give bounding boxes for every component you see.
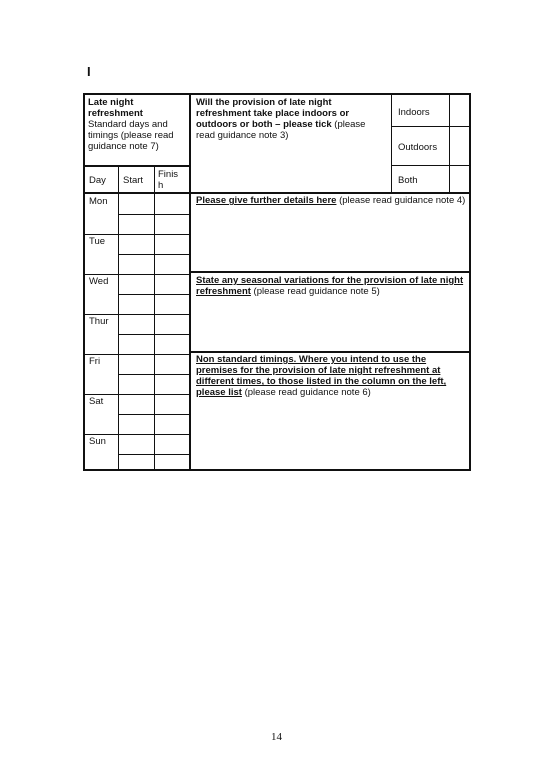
day-label-sat: Sat bbox=[89, 396, 104, 407]
seasonal-note: (please read guidance note 5) bbox=[250, 286, 380, 297]
left-header-divider bbox=[85, 165, 190, 167]
details-note: (please read guidance note 4) bbox=[336, 195, 466, 206]
day-label-thur: Thur bbox=[89, 316, 109, 327]
mon-finish-field[interactable] bbox=[155, 195, 189, 214]
tue-start-field[interactable] bbox=[119, 255, 154, 274]
sun-finish-field[interactable] bbox=[155, 435, 189, 454]
location-label-divider bbox=[391, 95, 392, 192]
late-night-refreshment-form bbox=[83, 93, 471, 471]
wed-start-field[interactable] bbox=[119, 275, 154, 294]
sun-start-field[interactable] bbox=[119, 455, 154, 474]
seasonal-title: State any seasonal variations for the provision of late night refreshment bbox=[196, 275, 464, 297]
sat-start-field[interactable] bbox=[119, 395, 154, 414]
day-label-tue: Tue bbox=[89, 236, 106, 247]
left-header bbox=[88, 97, 188, 152]
location-question-note: (please read guidance note 3) bbox=[196, 119, 366, 141]
outdoors-tick-box[interactable] bbox=[450, 127, 471, 165]
non-standard-section[interactable] bbox=[196, 354, 464, 398]
col-finish: Finis h bbox=[158, 169, 179, 191]
sun-finish-field[interactable] bbox=[155, 455, 189, 474]
sat-finish-field[interactable] bbox=[155, 395, 189, 414]
sat-start-field[interactable] bbox=[119, 415, 154, 434]
thur-finish-field[interactable] bbox=[155, 315, 189, 334]
tue-start-field[interactable] bbox=[119, 235, 154, 254]
thur-start-field[interactable] bbox=[119, 315, 154, 334]
fri-finish-field[interactable] bbox=[155, 355, 189, 374]
seasonal-section[interactable] bbox=[196, 275, 468, 297]
sun-start-field[interactable] bbox=[119, 435, 154, 454]
indoors-tick-box[interactable] bbox=[450, 95, 471, 126]
details-divider bbox=[189, 271, 471, 273]
non-standard-title: Non standard timings. Where you intend to use the premises for the provision of late night refreshment at different times, to those listed in the column on the left, please list bbox=[196, 354, 447, 398]
tue-finish-field[interactable] bbox=[155, 235, 189, 254]
fri-finish-field[interactable] bbox=[155, 375, 189, 394]
left-header-subtitle: Standard days and timings (please read guidance note 7) bbox=[88, 119, 174, 152]
mon-finish-field[interactable] bbox=[155, 215, 189, 234]
wed-finish-field[interactable] bbox=[155, 295, 189, 314]
sat-finish-field[interactable] bbox=[155, 415, 189, 434]
details-title: Please give further details here bbox=[196, 195, 337, 206]
wed-finish-field[interactable] bbox=[155, 275, 189, 294]
location-question: Will the provision of late night refreshment take place indoors or outdoors or both – please tick bbox=[196, 97, 350, 130]
details-section[interactable] bbox=[196, 195, 468, 206]
col-header-divider bbox=[85, 192, 190, 194]
section-letter: I bbox=[87, 64, 91, 79]
day-label-wed: Wed bbox=[89, 276, 109, 287]
wed-start-field[interactable] bbox=[119, 295, 154, 314]
col-start: Start bbox=[123, 175, 144, 186]
non-standard-note: (please read guidance note 6) bbox=[241, 387, 371, 398]
day-label-mon: Mon bbox=[89, 196, 108, 207]
right-header bbox=[196, 97, 386, 141]
col-day: Day bbox=[89, 175, 106, 186]
option-outdoors: Outdoors bbox=[398, 142, 438, 153]
thur-finish-field[interactable] bbox=[155, 335, 189, 354]
fri-start-field[interactable] bbox=[119, 355, 154, 374]
option-both: Both bbox=[398, 175, 418, 186]
day-label-sun: Sun bbox=[89, 436, 106, 447]
day-label-fri: Fri bbox=[89, 356, 101, 367]
option-indoors: Indoors bbox=[398, 107, 430, 118]
left-header-title: Late night refreshment bbox=[88, 97, 143, 119]
thur-start-field[interactable] bbox=[119, 335, 154, 354]
right-header-divider bbox=[189, 192, 471, 194]
tue-finish-field[interactable] bbox=[155, 255, 189, 274]
seasonal-divider bbox=[189, 351, 471, 353]
page-number: 14 bbox=[271, 731, 282, 743]
mon-start-field[interactable] bbox=[119, 215, 154, 234]
fri-start-field[interactable] bbox=[119, 375, 154, 394]
mon-start-field[interactable] bbox=[119, 195, 154, 214]
both-tick-box[interactable] bbox=[450, 166, 471, 192]
